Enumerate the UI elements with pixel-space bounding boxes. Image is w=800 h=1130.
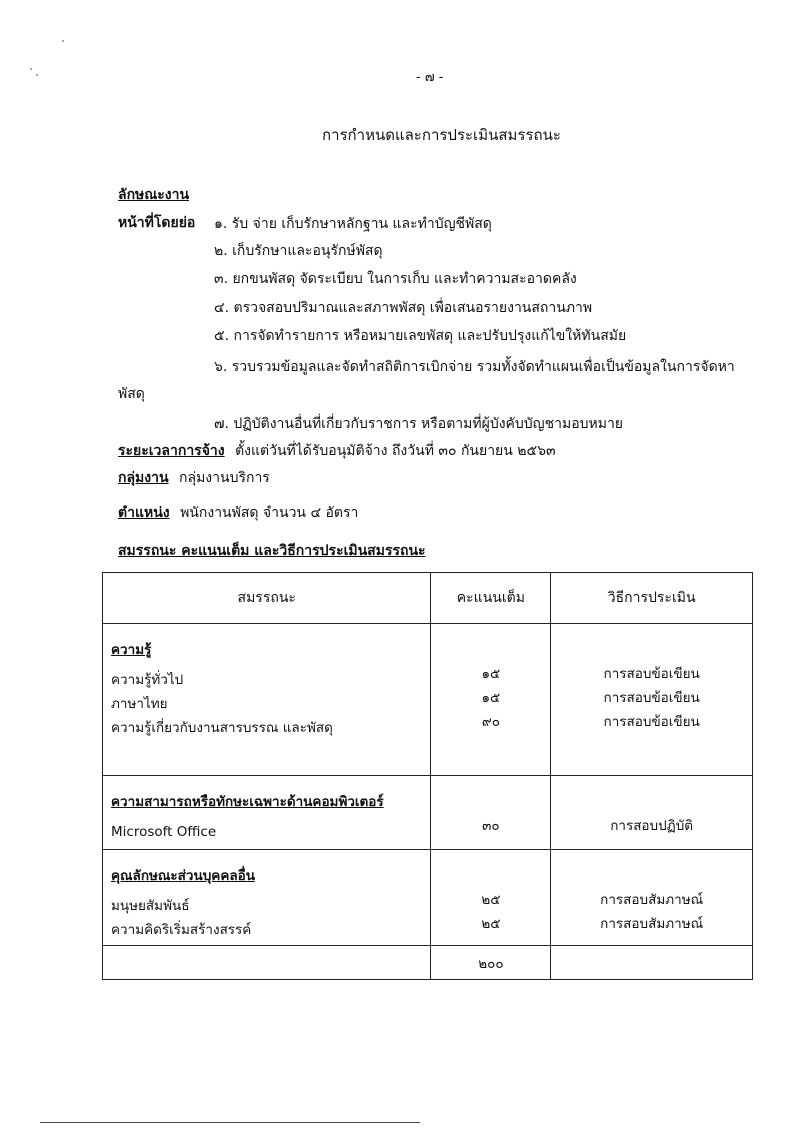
- duties-label: หน้าที่โดยย่อ: [118, 215, 196, 231]
- group-value: กลุ่มงานบริการ: [179, 470, 270, 486]
- table-total-row: [103, 946, 753, 980]
- assessment-method: การสอบข้อเขียน: [603, 666, 700, 682]
- duty-wrap: พัสดุ: [118, 386, 145, 402]
- assessment-method: การสอบสัมภาษณ์: [600, 892, 704, 908]
- section-title: ความรู้: [111, 642, 152, 658]
- duty-item: ๓. ยกขนพัสดุ จัดระเบียบ ในการเก็บ และทำความสะอาดคลัง: [214, 271, 577, 287]
- duty-item: ๕. การจัดทำรายการ หรือหมายเลขพัสดุ และปรับปรุงแก้ไขให้ทันสมัย: [214, 328, 627, 344]
- position-value: พนักงานพัสดุ จำนวน ๔ อัตรา: [180, 505, 359, 521]
- competency-name: Microsoft Office: [111, 824, 217, 840]
- full-score: ๒๕: [481, 892, 501, 908]
- total-score: ๒๐๐: [431, 946, 551, 980]
- table-header-row: [103, 573, 753, 624]
- full-score: ๑๕: [481, 666, 501, 682]
- scan-speck: [62, 40, 64, 42]
- job-heading: ลักษณะงาน: [118, 187, 190, 203]
- position: [118, 502, 358, 524]
- table-section-knowledge: [103, 624, 753, 776]
- position-label: ตำแหน่ง: [118, 505, 170, 521]
- full-score: ๙๐: [481, 714, 500, 730]
- competency-table: [102, 572, 753, 980]
- table-section-computer-skills: [103, 776, 753, 850]
- duty-item: ๑. รับ จ่าย เก็บรักษาหลักฐาน และทำบัญชีพัสดุ: [214, 216, 492, 232]
- competency-name: มนุษยสัมพันธ์: [111, 898, 190, 914]
- section-title: คุณลักษณะส่วนบุคคลอื่น: [111, 868, 255, 884]
- header-method: วิธีการประเมิน: [551, 573, 753, 624]
- section-title: ความสามารถหรือทักษะเฉพาะด้านคอมพิวเตอร์: [111, 794, 384, 810]
- assessment-method: การสอบปฏิบัติ: [610, 818, 694, 834]
- page-title: การกำหนดและการประเมินสมรรถนะ: [322, 126, 561, 144]
- assessment-method: การสอบข้อเขียน: [603, 690, 700, 706]
- period-label: ระยะเวลาการจ้าง: [118, 443, 225, 459]
- employment-period: [118, 440, 556, 462]
- assessment-method: การสอบสัมภาษณ์: [600, 916, 704, 932]
- duty-item: ๖. รวบรวมข้อมูลและจัดทำสถิติการเบิกจ่าย รวมทั้งจัดทำแผนเพื่อเป็นข้อมูลในการจัดหา: [214, 359, 735, 375]
- group-label: กลุ่มงาน: [118, 470, 169, 486]
- full-score: ๓๐: [482, 818, 500, 834]
- duty-item: ๔. ตรวจสอบปริมาณและสภาพพัสดุ เพื่อเสนอรายงานสถานภาพ: [214, 300, 593, 316]
- table-section-personal-traits: [103, 850, 753, 946]
- header-full-score: คะแนนเต็ม: [431, 573, 551, 624]
- full-score: ๒๕: [481, 916, 501, 932]
- scan-speck: [30, 68, 32, 70]
- duty-item: ๗. ปฏิบัติงานอื่นที่เกี่ยวกับราชการ หรือตามที่ผู้บังคับบัญชามอบหมาย: [214, 416, 624, 432]
- competency-name: ความคิดริเริ่มสร้างสรรค์: [111, 922, 252, 938]
- full-score: ๑๕: [481, 690, 501, 706]
- scan-speck: [36, 74, 38, 76]
- competency-name: ความรู้เกี่ยวกับงานสารบรรณ และพัสดุ: [111, 720, 333, 736]
- scan-edge-line: [40, 1122, 420, 1123]
- period-value: ตั้งแต่วันที่ได้รับอนุมัติจ้าง ถึงวันที่ ๓๐ กันยายน ๒๕๖๓: [235, 443, 556, 459]
- page-number: - ๗ -: [416, 70, 444, 85]
- duty-item: ๒. เก็บรักษาและอนุรักษ์พัสดุ: [214, 243, 383, 259]
- assessment-method: การสอบข้อเขียน: [603, 714, 700, 730]
- competency-heading: สมรรถนะ คะแนนเต็ม และวิธีการประเมินสมรรถนะ: [118, 543, 426, 559]
- header-competency: สมรรถนะ: [103, 573, 431, 624]
- competency-name: ความรู้ทั่วไป: [111, 672, 184, 688]
- total-empty-cell: [103, 946, 431, 980]
- total-empty-cell: [551, 946, 753, 980]
- work-group: [118, 467, 270, 489]
- competency-name: ภาษาไทย: [111, 696, 168, 712]
